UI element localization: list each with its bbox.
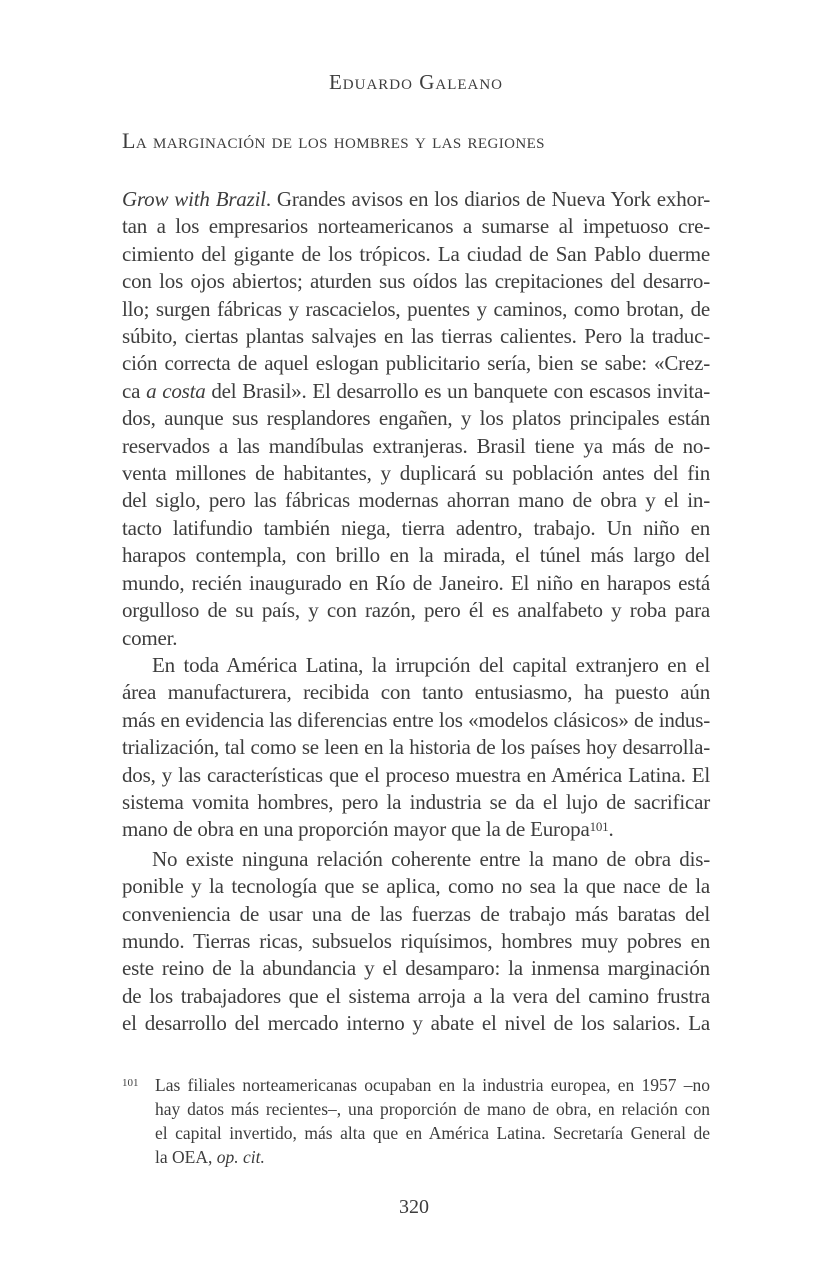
text-segment: del Brasil». El desarrollo es un banquete con escasos invita- xyxy=(205,378,710,403)
text-segment: tan a los empresarios norteamericanos a sumarse al impetuoso cre- xyxy=(122,214,710,239)
body-line xyxy=(122,1010,710,1037)
body-line xyxy=(122,652,710,679)
text-segment: este reino de la abundancia y el desamparo: la inmensa marginación xyxy=(122,956,710,981)
text-segment: dos, y las características que el proceso muestra en América Latina. El xyxy=(122,762,710,787)
text-segment: mundo, recién inaugurado en Río de Janeiro. El niño en harapos está xyxy=(122,570,710,595)
paragraph xyxy=(122,652,710,846)
paragraph xyxy=(122,186,710,652)
text-segment: sistema vomita hombres, pero la industria se da el lujo de sacrificar xyxy=(122,789,710,814)
text-segment: mano de obra en una proporción mayor que la de Europa xyxy=(122,817,590,842)
text-segment: cimiento del gigante de los trópicos. La ciudad de San Pablo duerme xyxy=(122,241,710,266)
body-line xyxy=(122,268,710,295)
text-segment: harapos contempla, con brillo en la mirada, el túnel más largo del xyxy=(122,543,710,568)
body-line xyxy=(122,873,710,900)
body-line xyxy=(122,350,710,377)
body-line xyxy=(122,570,710,597)
body-line xyxy=(122,955,710,982)
footnote-line xyxy=(155,1145,710,1169)
body-line xyxy=(122,901,710,928)
text-segment: ción correcta de aquel eslogan publicitario sería, bien se sabe: «Crez- xyxy=(122,351,710,376)
body-line xyxy=(122,433,710,460)
text-segment: llo; surgen fábricas y rascacielos, puentes y caminos, como brotan, de xyxy=(122,296,710,321)
footnote-body xyxy=(155,1073,710,1169)
text-segment: ponible y la tecnología que se aplica, como no sea la que nace de la xyxy=(122,874,710,899)
footnote xyxy=(122,1073,710,1169)
text-segment: el desarrollo del mercado interno y abate el nivel de los salarios. La xyxy=(122,1011,710,1036)
body-line xyxy=(122,762,710,789)
body-line xyxy=(122,515,710,542)
italic-text: Grow with Brazil xyxy=(122,187,266,211)
text-segment: En toda América Latina, la irrupción del capital extranjero en el xyxy=(152,652,710,677)
body-line xyxy=(122,597,710,624)
text-segment: más en evidencia las diferencias entre los «modelos clásicos» de indus- xyxy=(122,707,710,732)
body-line xyxy=(122,405,710,432)
body-line xyxy=(122,789,710,816)
text-segment: del siglo, pero las fábricas modernas ahorran mano de obra y el in- xyxy=(122,488,710,513)
body-line xyxy=(122,186,710,213)
text-segment: . xyxy=(608,817,614,842)
text-segment: ca xyxy=(122,378,147,403)
paragraph xyxy=(122,846,710,1038)
italic-text: op. cit. xyxy=(216,1147,265,1167)
body-text xyxy=(122,186,710,1038)
text-segment: orgulloso de su país, y con razón, pero él es analfabeto y roba para xyxy=(122,598,710,623)
body-line xyxy=(122,846,710,873)
running-header: Eduardo Galeano xyxy=(328,70,504,94)
text-segment: comer. xyxy=(122,625,178,650)
body-line xyxy=(122,928,710,955)
footnote-marker: 101 xyxy=(122,1077,139,1089)
text-segment: la OEA, xyxy=(155,1147,217,1167)
body-line xyxy=(122,707,710,734)
text-segment: con los ojos abiertos; aturden sus oídos las crepitaciones del desarro- xyxy=(122,269,710,294)
section-heading: La marginación de los hombres y las regiones xyxy=(122,128,545,153)
text-segment: el capital invertido, más alta que en América Latina. Secretaría General de xyxy=(155,1123,710,1143)
body-line xyxy=(122,734,710,761)
text-segment: dos, aunque sus resplandores engañen, y los platos principales están xyxy=(122,406,710,431)
body-line xyxy=(122,983,710,1010)
text-segment: tacto latifundio también niega, tierra adentro, trabajo. Un niño en xyxy=(122,515,710,540)
body-line xyxy=(122,679,710,706)
text-segment: hay datos más recientes–, una proporción de mano de obra, en relación con xyxy=(155,1099,710,1119)
text-segment: de los trabajadores que el sistema arroja a la vera del camino frustra xyxy=(122,983,710,1008)
body-line xyxy=(122,625,710,652)
body-line xyxy=(122,296,710,323)
text-segment: . Grandes avisos en los diarios de Nueva York exhor- xyxy=(265,187,710,211)
body-line xyxy=(122,323,710,350)
text-segment: Las filiales norteamericanas ocupaban en la industria europea, en 1957 –no xyxy=(155,1075,710,1095)
body-line xyxy=(122,460,710,487)
page-number: 320 xyxy=(399,1196,429,1218)
body-line xyxy=(122,487,710,514)
italic-text: a costa xyxy=(146,378,206,403)
body-line xyxy=(122,542,710,569)
text-segment: área manufacturera, recibida con tanto entusiasmo, ha puesto aún xyxy=(122,680,710,705)
text-segment: conveniencia de usar una de las fuerzas de trabajo más baratas del xyxy=(122,901,710,926)
text-segment: trialización, tal como se leen en la historia de los países hoy desarrolla- xyxy=(122,735,710,760)
text-segment: súbito, ciertas plantas salvajes en las tierras calientes. Pero la traduc- xyxy=(122,324,710,349)
text-segment: venta millones de habitantes, y duplicará su población antes del fin xyxy=(122,461,710,486)
text-segment: No existe ninguna relación coherente entre la mano de obra dis- xyxy=(152,846,710,871)
footnote-line xyxy=(155,1097,710,1121)
footnote-reference: 101 xyxy=(589,818,609,834)
text-segment: reservados a las mandíbulas extranjeras. Brasil tiene ya más de no- xyxy=(122,433,710,458)
body-line xyxy=(122,378,710,405)
footnote-line xyxy=(155,1073,710,1097)
body-line xyxy=(122,816,710,845)
body-line xyxy=(122,213,710,240)
text-segment: mundo. Tierras ricas, subsuelos riquísimos, hombres muy pobres en xyxy=(122,928,710,953)
body-line xyxy=(122,241,710,268)
footnote-line xyxy=(155,1121,710,1145)
